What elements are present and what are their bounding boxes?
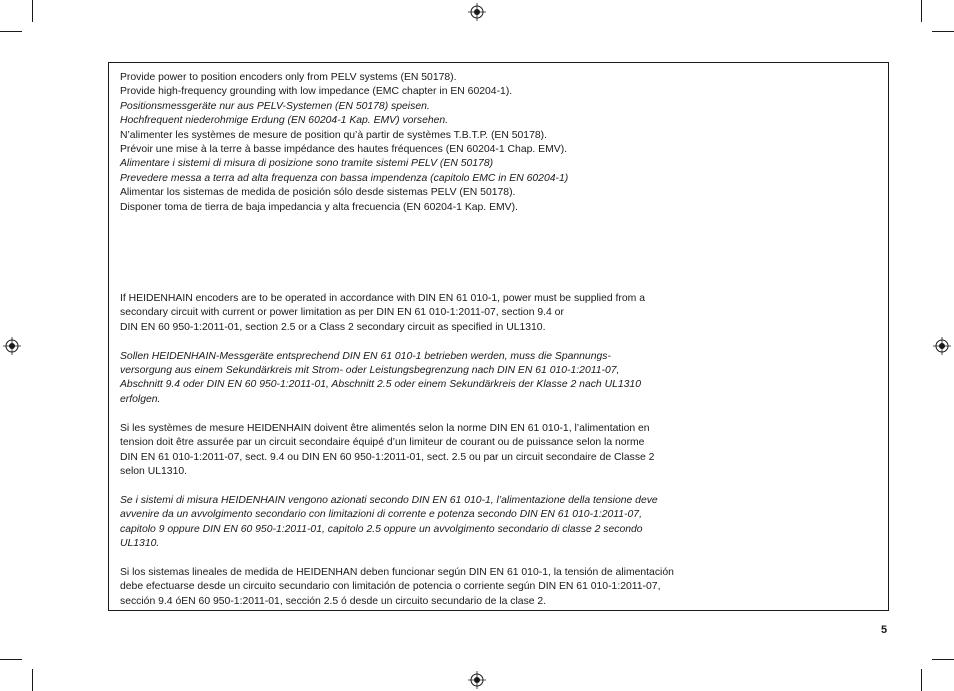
- paragraph-line: versorgung aus einem Sekundärkreis mit Strom- oder Leistungsbegrenzung nach DIN EN 61 010-1:2011-07,: [120, 365, 620, 377]
- crop-mark: [921, 669, 922, 691]
- paragraph-line: debe efectuarse desde un circuito secundario con limitación de potencia o corriente según DIN EN 61 010-1:2011-07,: [120, 581, 661, 593]
- paragraph-line: Se i sistemi di misura HEIDENHAIN vengono azionati secondo DIN EN 61 010-1, l’alimentazione della tensione deve: [120, 494, 658, 506]
- page-content: [120, 71, 760, 609]
- paragraph-line: erfolgen.: [120, 393, 161, 405]
- paragraph-de: [120, 350, 760, 408]
- paragraph-line: secondary circuit with current or power limitation as per DIN EN 61 010-1:2011-07, section 9.4 or: [120, 307, 564, 319]
- paragraph-line: selon UL1310.: [120, 465, 188, 477]
- notice-line: Alimentare i sistemi di misura di posizione sono tramite sistemi PELV (EN 50178): [120, 158, 494, 170]
- page-number: 5: [881, 624, 888, 636]
- notice-line: Disponer toma de tierra de baja impedancia y alta frecuencia (EN 60204-1 Kap. EMV).: [120, 201, 518, 213]
- paragraph-line: tension doit être assurée par un circuit secondaire équipé d’un limiteur de courant ou de puissance selon la norme: [120, 437, 645, 449]
- notice-line: Prévoir une mise à la terre à basse impédance des hautes fréquences (EN 60204-1 Chap. EMV).: [120, 144, 568, 156]
- compliance-paragraphs: [120, 292, 760, 609]
- registration-mark-icon: [468, 3, 486, 21]
- paragraph-line: Abschnitt 9.4 oder DIN EN 60 950-1:2011-01, Abschnitt 2.5 oder einem Sekundärkreis der Klasse 2 nach UL1310: [120, 379, 641, 391]
- paragraph-es: [120, 566, 760, 609]
- crop-mark: [0, 31, 22, 32]
- crop-mark: [932, 659, 954, 660]
- paragraph-line: UL1310.: [120, 537, 160, 549]
- crop-mark: [932, 31, 954, 32]
- paragraph-line: avvenire da un avvolgimento secondario con limitazioni di corrente e potenza secondo DIN EN 61 010-1:2011-07,: [120, 509, 642, 521]
- paragraph-fr: [120, 422, 760, 480]
- registration-mark-icon: [3, 337, 21, 355]
- notice-line: Prevedere messa a terra ad alta frequenza con bassa impendenza (capitolo EMC in EN 60204-1): [120, 172, 569, 184]
- crop-mark: [0, 659, 22, 660]
- registration-mark-icon: [933, 337, 951, 355]
- notice-line: Hochfrequent niederohmige Erdung (EN 60204-1 Kap. EMV) vorsehen.: [120, 115, 449, 127]
- paragraph-line: DIN EN 60 950-1:2011-01, section 2.5 or a Class 2 secondary circuit as specified in UL1310.: [120, 321, 546, 333]
- safety-notice: [120, 71, 760, 215]
- paragraph-line: DIN EN 61 010-1:2011-07, sect. 9.4 ou DIN EN 60 950-1:2011-01, sect. 2.5 ou par un circuit secondaire de Classe 2: [120, 451, 655, 463]
- paragraph-en: [120, 292, 760, 335]
- paragraph-line: capitolo 9 oppure DIN EN 60 950-1:2011-01, capitolo 2.5 oppure un avvolgimento secondario di classe 2 secondo: [120, 523, 643, 535]
- paragraph-line: Sollen HEIDENHAIN-Messgeräte entsprechend DIN EN 61 010-1 betrieben werden, muss die Spannungs-: [120, 350, 611, 362]
- paragraph-line: If HEIDENHAIN encoders are to be operated in accordance with DIN EN 61 010-1, power must be supplied from a: [120, 293, 645, 305]
- paragraph-line: sección 9.4 óEN 60 950-1:2011-01, sección 2.5 ó desde un circuito secundario de la clase 2.: [120, 595, 547, 607]
- crop-mark: [32, 0, 33, 22]
- notice-line: N’alimenter les systèmes de mesure de position qu’à partir de systèmes T.B.T.P. (EN 50178).: [120, 129, 547, 141]
- notice-line: Provide power to position encoders only from PELV systems (EN 50178).: [120, 72, 457, 83]
- registration-mark-icon: [468, 671, 486, 689]
- notice-line: Alimentar los sistemas de medida de posición sólo desde sistemas PELV (EN 50178).: [120, 187, 516, 199]
- paragraph-line: Si los sistemas lineales de medida de HEIDENHAN deben funcionar según DIN EN 61 010-1, la tensión de alimentación: [120, 566, 674, 578]
- crop-mark: [921, 0, 922, 22]
- crop-mark: [32, 669, 33, 691]
- paragraph-line: Si les systèmes de mesure HEIDENHAIN doivent être alimentés selon la norme DIN EN 61 010-1, l’alimentation en: [120, 422, 650, 434]
- notice-line: Positionsmessgeräte nur aus PELV-Systemen (EN 50178) speisen.: [120, 100, 430, 112]
- paragraph-it: [120, 494, 760, 552]
- notice-line: Provide high-frequency grounding with low impedance (EMC chapter in EN 60204-1).: [120, 86, 513, 98]
